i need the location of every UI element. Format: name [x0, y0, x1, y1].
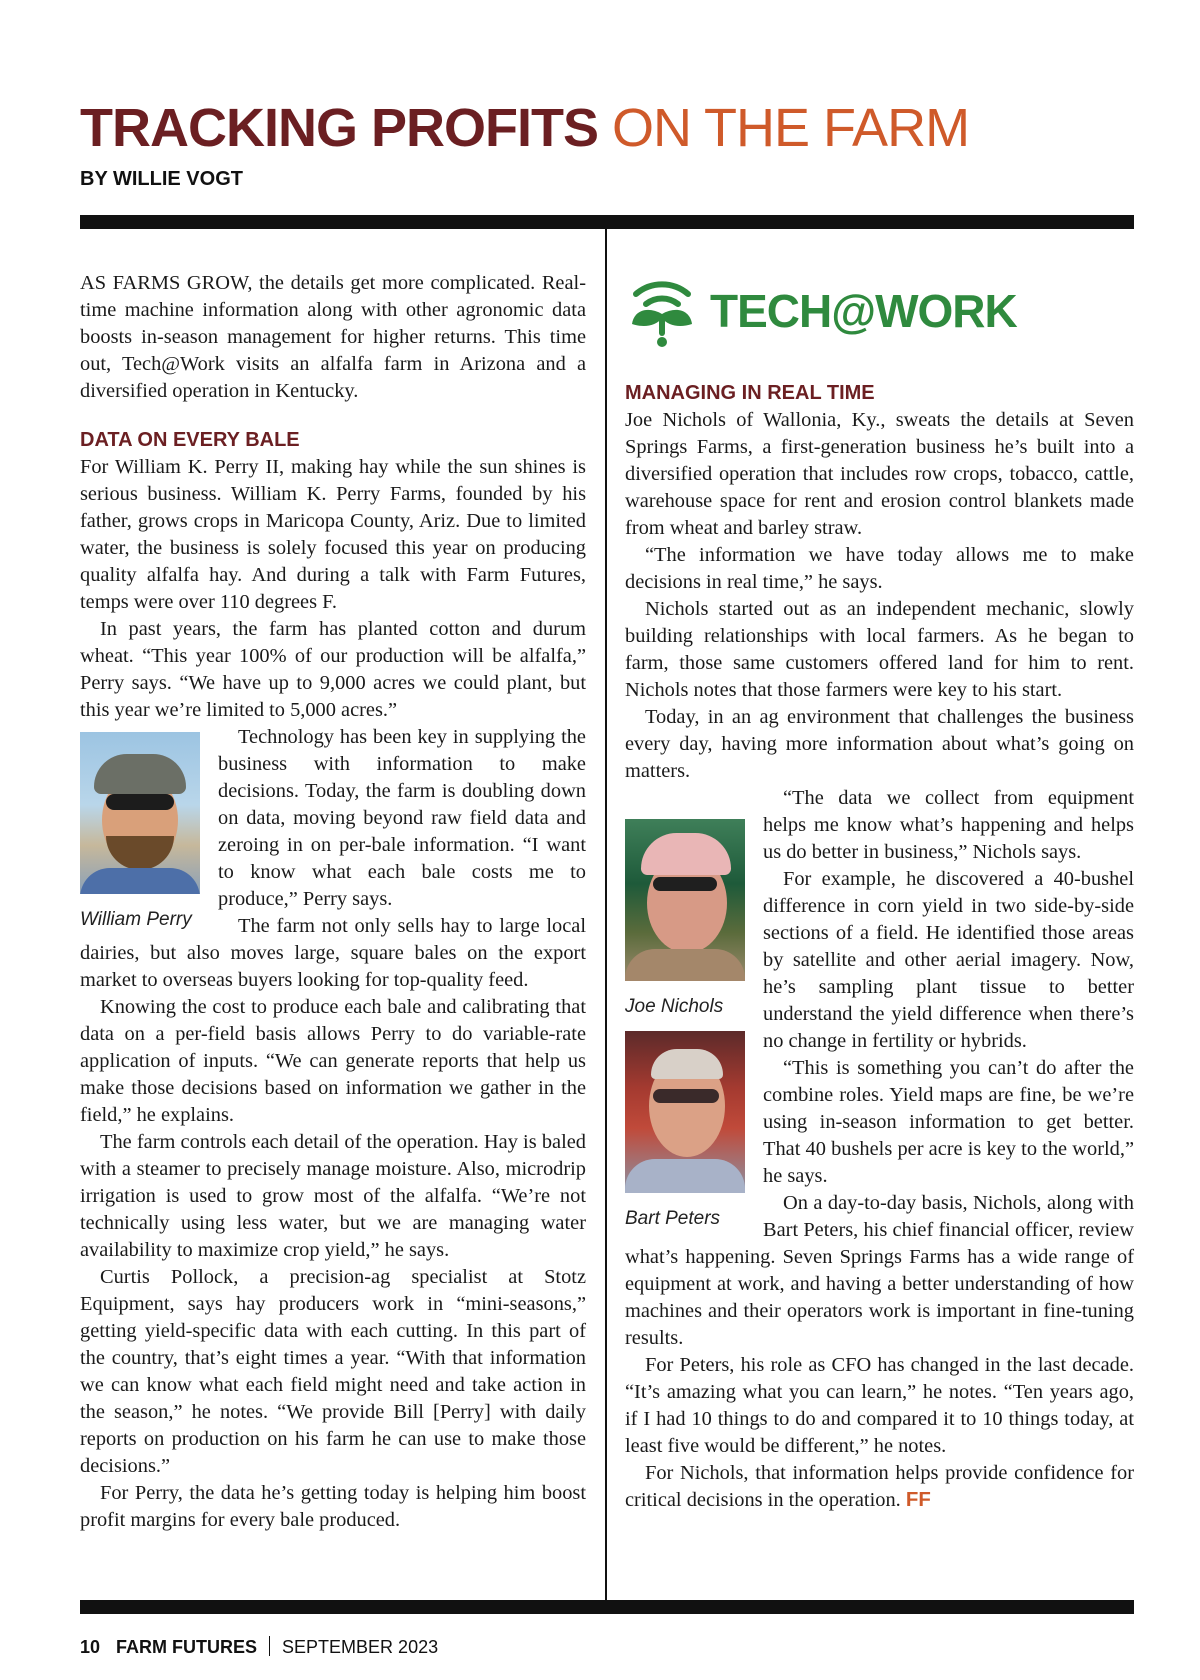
body-paragraph: The farm controls each detail of the operation. Hay is baled with a steamer to precisely manage moisture. Also, microdrip irrigation is used to grow most of the alfalfa. “We’re not technically using less water, but we are managing water availability to maximize crop yield,” he says. — [80, 1131, 586, 1261]
body-paragraph: Knowing the cost to produce each bale and calibrating that data on a per-field basis allows Perry to do variable-rate application of inputs. “We can generate reports that help us make those decisions based on information we gather in the field,” he explains. — [80, 996, 586, 1126]
body-paragraph: Today, in an ag environment that challenges the business every day, having more information about what’s going on matters. — [625, 706, 1134, 782]
column-divider — [605, 229, 607, 1600]
body-paragraph: “This is something you can’t do after the combine roles. Yield maps are fine, be we’re using in-season information to get better. That 40 bushels per acre is key to the world,” he says. — [763, 1057, 1134, 1187]
body-paragraph: On a day-to-day basis, Nichols, along with Bart Peters, his chief financial officer, review what’s happening. Seven Springs Farms has a wide range of equipment at work, and having a better understanding of how machines and their operators work is important in fine-tuning results. — [625, 1192, 1134, 1349]
headline-light: ON THE FARM — [612, 98, 970, 158]
top-rule — [80, 215, 1134, 229]
photo-block-nichols-peters — [625, 819, 745, 1231]
magazine-name: FARM FUTURES — [116, 1637, 258, 1657]
subhead-managing-in-real-time: MANAGING IN REAL TIME — [625, 382, 875, 404]
body-paragraph: Technology has been key in supplying the business with information to make decisions. Today, the farm is doubling down on data, moving beyond raw field data and zeroing in on per-bale information. “I want to know what each bale costs me to produce,” Perry says. — [218, 726, 586, 910]
headline-bold: TRACKING PROFITS — [80, 98, 598, 158]
body-paragraph: Curtis Pollock, a precision-ag specialist at Stotz Equipment, says hay producers work in “mini-seasons,” getting yield-specific data with each cutting. In this part of the country, that’s eight times a year. “With that information we can know what each field might need and take action in the season,” he notes. “We provide Bill [Perry] with daily reports on production on his farm he can use to make those decisions.” — [80, 1266, 586, 1477]
body-paragraph: In past years, the farm has planted cotton and durum wheat. “This year 100% of our production will be alfalfa,” Perry says. “We have up to 9,000 acres we could plant, but this year we’re limited to 5,000 acres.” — [80, 618, 586, 721]
body-paragraph: For William K. Perry II, making hay while the sun shines is serious business. William K. Perry Farms, founded by his father, grows crops in Maricopa County, Ariz. Due to limited water, the business is solely focused this year on producing quality alfalfa hay. And during a talk with Farm Futures, temps were over 110 degrees F. — [80, 456, 586, 613]
body-paragraph: Nichols started out as an independent mechanic, slowly building relationships with local farmers. As he began to farm, those same customers offered land for him to rent. Nichols notes that those farmers were key to his start. — [625, 598, 1134, 701]
body-paragraph: “The data we collect from equipment helps me know what’s happening and helps us do better in business,” Nichols says. — [763, 787, 1134, 863]
photo-caption: William Perry — [80, 909, 192, 930]
photo-william-perry — [80, 732, 200, 894]
body-paragraph: For Perry, the data he’s getting today is helping him boost profit margins for every bale produced. — [80, 1482, 586, 1531]
headline — [80, 98, 969, 158]
tech-at-work-logo — [626, 272, 1026, 352]
left-column — [80, 270, 586, 1534]
last-paragraph — [625, 1460, 1134, 1514]
photo-block-william-perry — [80, 732, 200, 932]
intro-paragraph: AS FARMS GROW, the details get more complicated. Real-time machine information along with other agronomic data boosts in-season management for higher returns. This time out, Tech@Work visits an alfalfa farm in Arizona and a diversified operation in Kentucky. — [80, 272, 586, 402]
footer-separator — [269, 1636, 270, 1656]
body-paragraph: Joe Nichols of Wallonia, Ky., sweats the details at Seven Springs Farms, a first-generation business he’s built into a diversified operation that includes row crops, tobacco, cattle, warehouse space for rent and erosion control blankets made from wheat and barley straw. — [625, 409, 1134, 539]
right-column — [625, 380, 1134, 1514]
bottom-rule — [80, 1600, 1134, 1614]
issue-date: SEPTEMBER 2023 — [282, 1637, 439, 1657]
body-paragraph: For example, he discovered a 40-bushel difference in corn yield in two side-by-side sections of a field. He identified those areas by satellite and other aerial imagery. Now, he’s sampling plant tissue to better understand the yield difference when there’s no change in fertility or hybrids. — [763, 868, 1134, 1052]
photo-joe-nichols — [625, 819, 745, 981]
sprout-wifi-icon — [626, 272, 698, 352]
byline: BY WILLIE VOGT — [80, 168, 243, 190]
page-footer — [80, 1636, 438, 1658]
body-paragraph: The farm not only sells hay to large local dairies, but also moves large, square bales on the export market to overseas buyers looking for top-quality feed. — [80, 915, 586, 991]
page-number: 10 — [80, 1637, 101, 1657]
body-paragraph: For Peters, his role as CFO has changed in the last decade. “It’s amazing what you can learn,” he notes. “Ten years ago, if I had 10 things to do and compared it to 10 things today, at least five would be different,” he notes. — [625, 1354, 1134, 1457]
photo-caption: Bart Peters — [625, 1208, 721, 1229]
logo-text: TECH@WORK — [710, 285, 1017, 337]
last-paragraph-text: For Nichols, that information helps provide confidence for critical decisions in the operation. — [625, 1462, 1134, 1511]
end-mark: FF — [905, 1489, 931, 1511]
subhead-data-on-every-bale: DATA ON EVERY BALE — [80, 429, 300, 451]
photo-caption: Joe Nichols — [625, 996, 724, 1017]
body-paragraph: “The information we have today allows me to make decisions in real time,” he says. — [625, 544, 1134, 593]
photo-bart-peters — [625, 1031, 745, 1193]
